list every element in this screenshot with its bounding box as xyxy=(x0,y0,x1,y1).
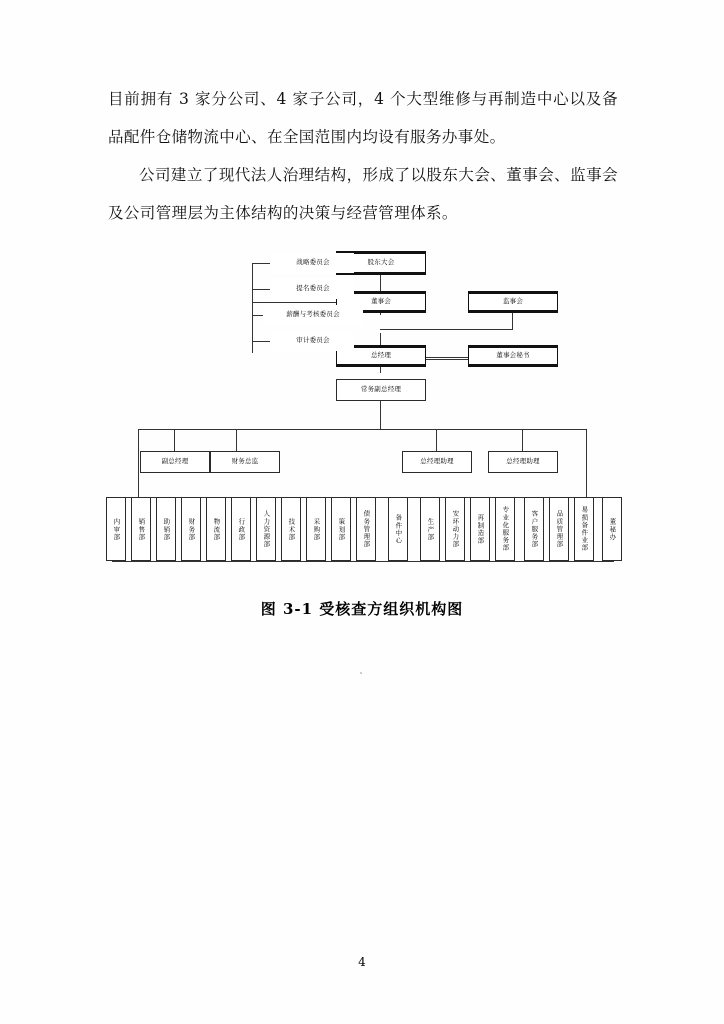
node-remuneration-committee: 薪酬与考核委员会 xyxy=(263,305,363,325)
org-chart xyxy=(100,245,630,585)
node-dept-board-secretary-office: 董秘办 xyxy=(602,497,622,561)
connector xyxy=(522,429,523,453)
connector xyxy=(112,561,614,562)
page-speck xyxy=(360,672,362,674)
node-board-of-directors: 董事会 xyxy=(336,291,426,313)
connector xyxy=(138,429,586,430)
node-dept-consumable-parts: 易损备件业部 xyxy=(574,497,594,561)
body-text xyxy=(108,80,618,232)
node-dept-finance: 财务部 xyxy=(181,497,201,561)
node-dept-customer-service: 客户服务部 xyxy=(524,497,544,561)
figure-caption: 图 3-1 受核查方组织机构图 xyxy=(260,600,464,618)
connector xyxy=(236,429,237,453)
connector xyxy=(252,263,253,353)
connector xyxy=(436,429,437,453)
node-board-secretary: 董事会秘书 xyxy=(468,345,558,367)
node-cfo: 财务总监 xyxy=(210,451,280,473)
node-nomination-committee: 提名委员会 xyxy=(272,279,354,299)
node-shareholders-meeting: 股东大会 xyxy=(336,251,426,275)
connector xyxy=(252,289,270,290)
connector xyxy=(252,263,270,264)
node-dept-sales: 销售部 xyxy=(131,497,151,561)
node-dept-procurement: 采购部 xyxy=(306,497,326,561)
node-audit-committee: 审计委员会 xyxy=(272,331,354,351)
node-dept-safety-power: 安环动力部 xyxy=(445,497,465,561)
node-supervisory-board: 监事会 xyxy=(468,291,558,313)
paragraph-1: 目前拥有 3 家分公司、4 家子公司，4 个大型维修与再制造中心以及备品配件仓储物流中心、在全国范围内均设有服务办事处。 xyxy=(108,90,618,146)
node-deputy-general-manager: 副总经理 xyxy=(140,451,210,473)
node-dept-spare-parts-center: 备件中心 xyxy=(388,497,408,561)
page-number: 4 xyxy=(358,955,366,969)
node-general-manager: 总经理 xyxy=(336,345,426,367)
node-executive-deputy-gm: 常务副总经理 xyxy=(336,379,426,401)
node-dept-internal-audit: 内审部 xyxy=(106,497,126,561)
node-dept-planning: 策划部 xyxy=(331,497,351,561)
node-dept-debt-management: 债务管理部 xyxy=(356,497,376,561)
node-dept-logistics: 物流部 xyxy=(206,497,226,561)
node-dept-technology: 技术部 xyxy=(281,497,301,561)
paragraph-2: 公司建立了现代法人治理结构，形成了以股东大会、董事会、监事会及公司管理层为主体结构的决策与经营管理体系。 xyxy=(108,166,618,222)
node-dept-production: 生产部 xyxy=(420,497,440,561)
node-dept-professional-service: 专业化服务部 xyxy=(495,497,515,561)
node-dept-remanufacturing: 再制造部 xyxy=(470,497,490,561)
connector xyxy=(380,329,513,330)
connector xyxy=(252,341,270,342)
connector xyxy=(380,411,381,429)
node-dept-sales-support: 助销部 xyxy=(156,497,176,561)
node-gm-assistant-1: 总经理助理 xyxy=(402,451,472,473)
connector xyxy=(174,429,175,453)
node-dept-quality-management: 品质管理部 xyxy=(549,497,569,561)
node-gm-assistant-2: 总经理助理 xyxy=(488,451,558,473)
node-dept-administration: 行政部 xyxy=(231,497,251,561)
node-dept-human-resources: 人力资源部 xyxy=(256,497,276,561)
node-strategy-committee: 战略委员会 xyxy=(272,253,354,273)
